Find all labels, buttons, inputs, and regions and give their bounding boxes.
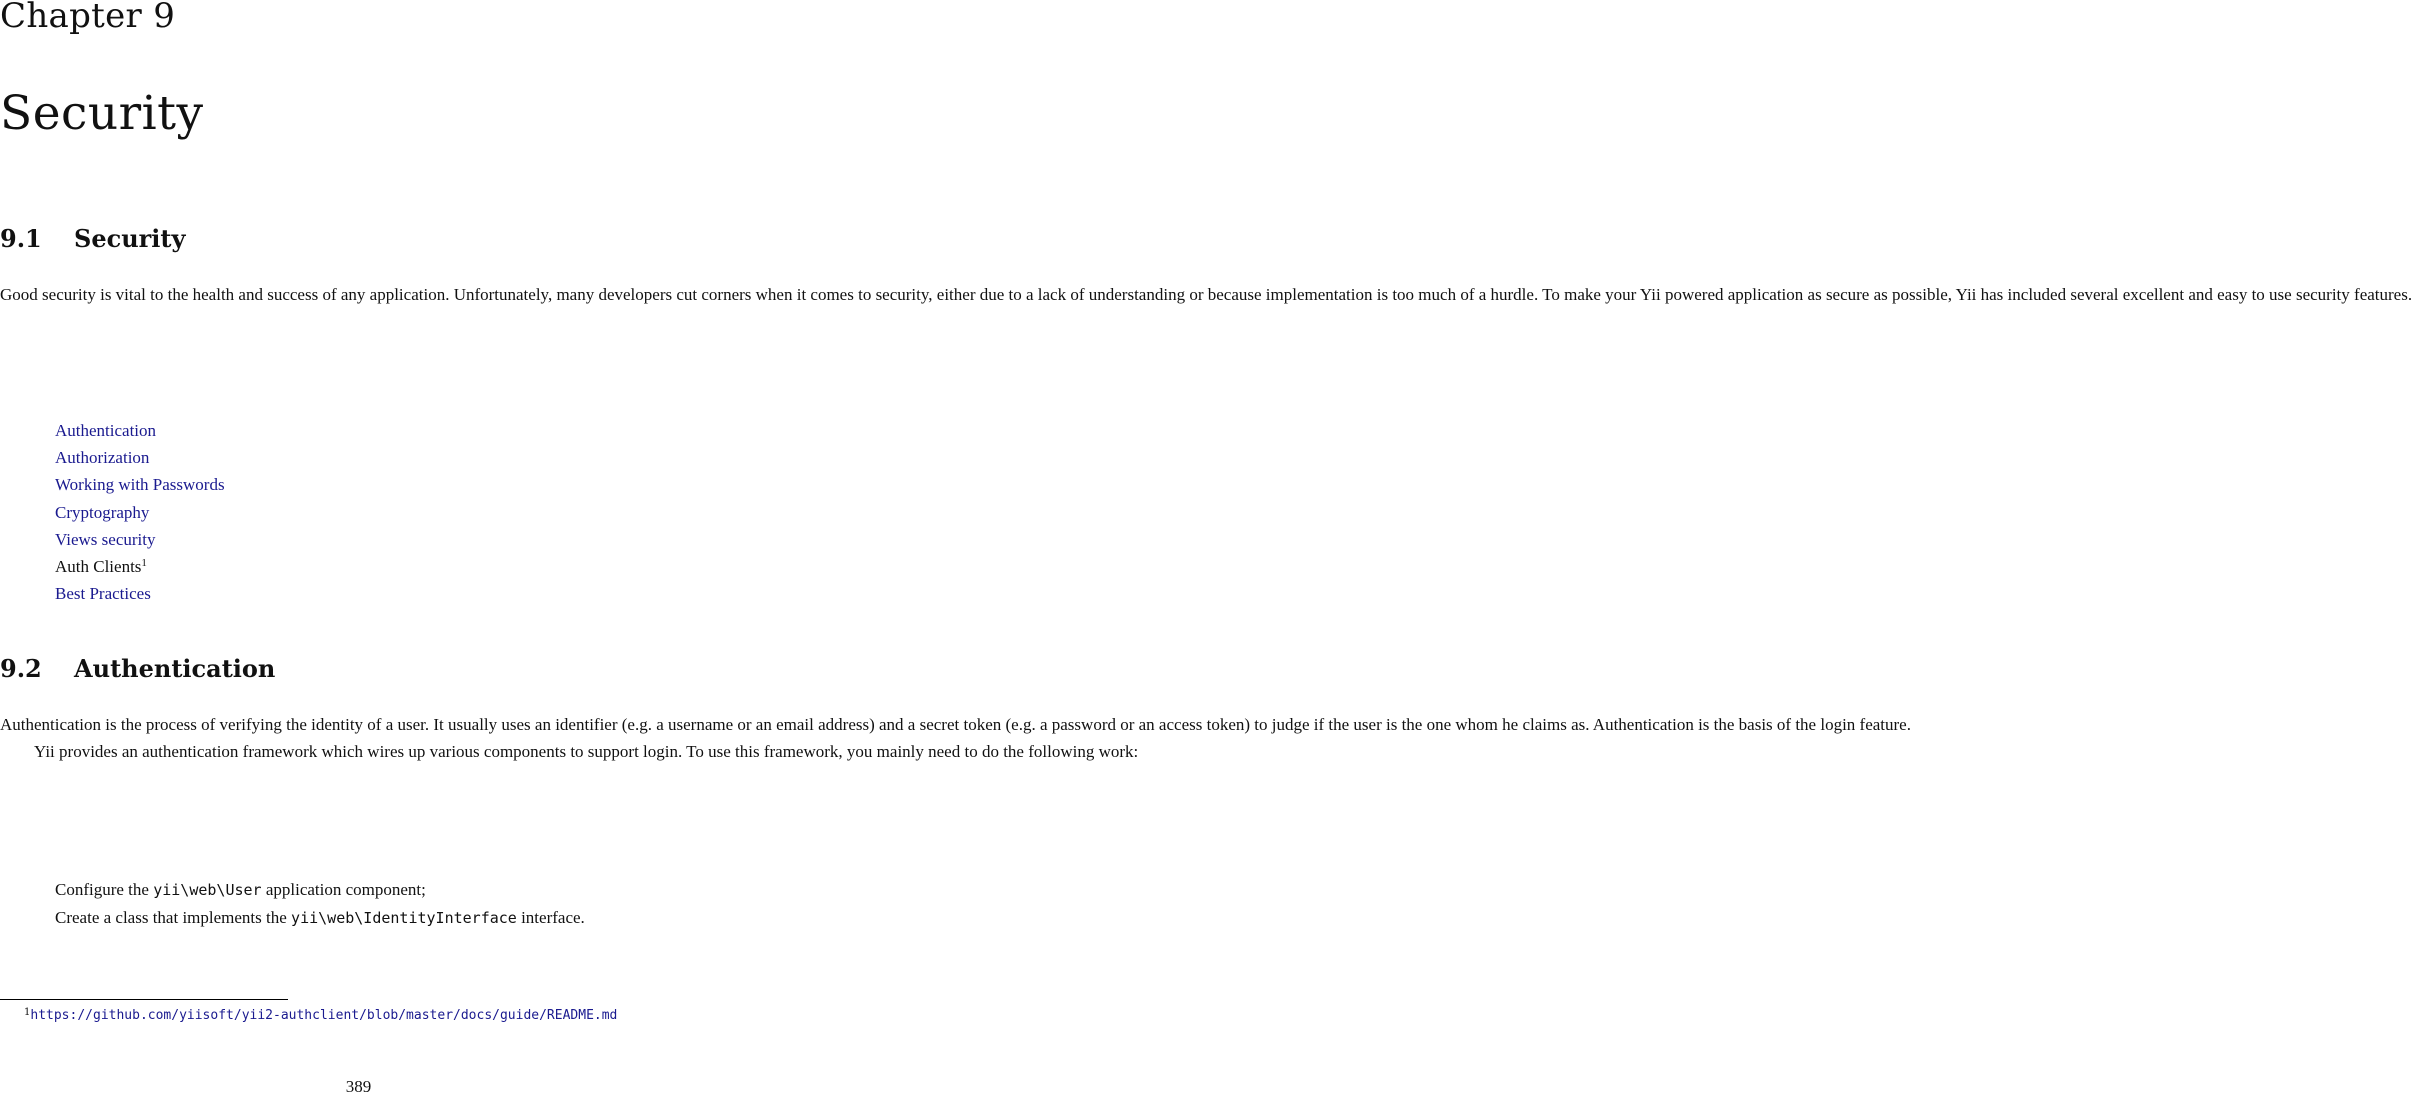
- auth-paragraph-1: Authentication is the process of verifying the identity of a user. It usually uses an identifier (e.g. a username or an email address) and a secret token (e.g. a password or an access token) to judge if the user is the one whom he claims as. Authentication is the basis of the login feature.: [0, 715, 1911, 734]
- auth-step-1: Configure the yii\web\User application component;: [55, 880, 426, 899]
- footnote-rule: [0, 999, 288, 1000]
- list-item-auth-clients: Auth Clients$^1$: [55, 557, 147, 577]
- section-title: Security: [74, 224, 186, 253]
- link-views-security[interactable]: Views security: [55, 529, 156, 549]
- code-identity-interface: yii\web\IdentityInterface: [291, 909, 517, 928]
- auth-steps-list: [55, 876, 717, 932]
- auth-step-2: Create a class that implements the yii\web\IdentityInterface interface.: [55, 908, 585, 928]
- section-heading-9-2: [0, 654, 275, 683]
- section-9-1-paragraph: Good security is vital to the health and success of any application. Unfortunately, many developers cut corners when it comes to security, either due to a lack of understanding or because implementation is too much of a hurdle. To make your Yii powered application as secure as possible, Yii has included several excellent and easy to use security features.: [0, 285, 2412, 304]
- chapter-title: Security: [0, 86, 204, 141]
- link-authorization[interactable]: Authorization: [55, 448, 150, 468]
- link-working-with-passwords[interactable]: Working with Passwords: [55, 475, 225, 495]
- auth-paragraph-2: Yii provides an authentication framework which wires up various components to support login. To use this framework, you mainly need to do the following work:: [34, 742, 1139, 762]
- link-best-practices[interactable]: Best Practices: [55, 584, 151, 604]
- footnote-url-link[interactable]: https://github.com/yiisoft/yii2-authclient/blob/master/docs/guide/README.md: [30, 1008, 618, 1023]
- page-number: 389: [345, 1077, 372, 1096]
- link-cryptography[interactable]: Cryptography: [55, 502, 150, 522]
- footnote-number: 1: [24, 1007, 31, 1018]
- section-9-2-body: [0, 711, 1911, 765]
- link-authentication[interactable]: Authentication: [55, 421, 157, 440]
- footnote: [0, 1004, 717, 1027]
- section-number: 9.2: [0, 654, 42, 683]
- code-yii-web-user: yii\web\User: [153, 881, 262, 899]
- section-number: 9.1: [0, 224, 42, 253]
- security-topics-list: [55, 417, 225, 607]
- section-heading-9-1: [0, 224, 185, 253]
- chapter-label: Chapter 9: [0, 0, 176, 36]
- section-title: Authentication: [74, 654, 276, 683]
- footnote-mark[interactable]: 1: [141, 557, 147, 570]
